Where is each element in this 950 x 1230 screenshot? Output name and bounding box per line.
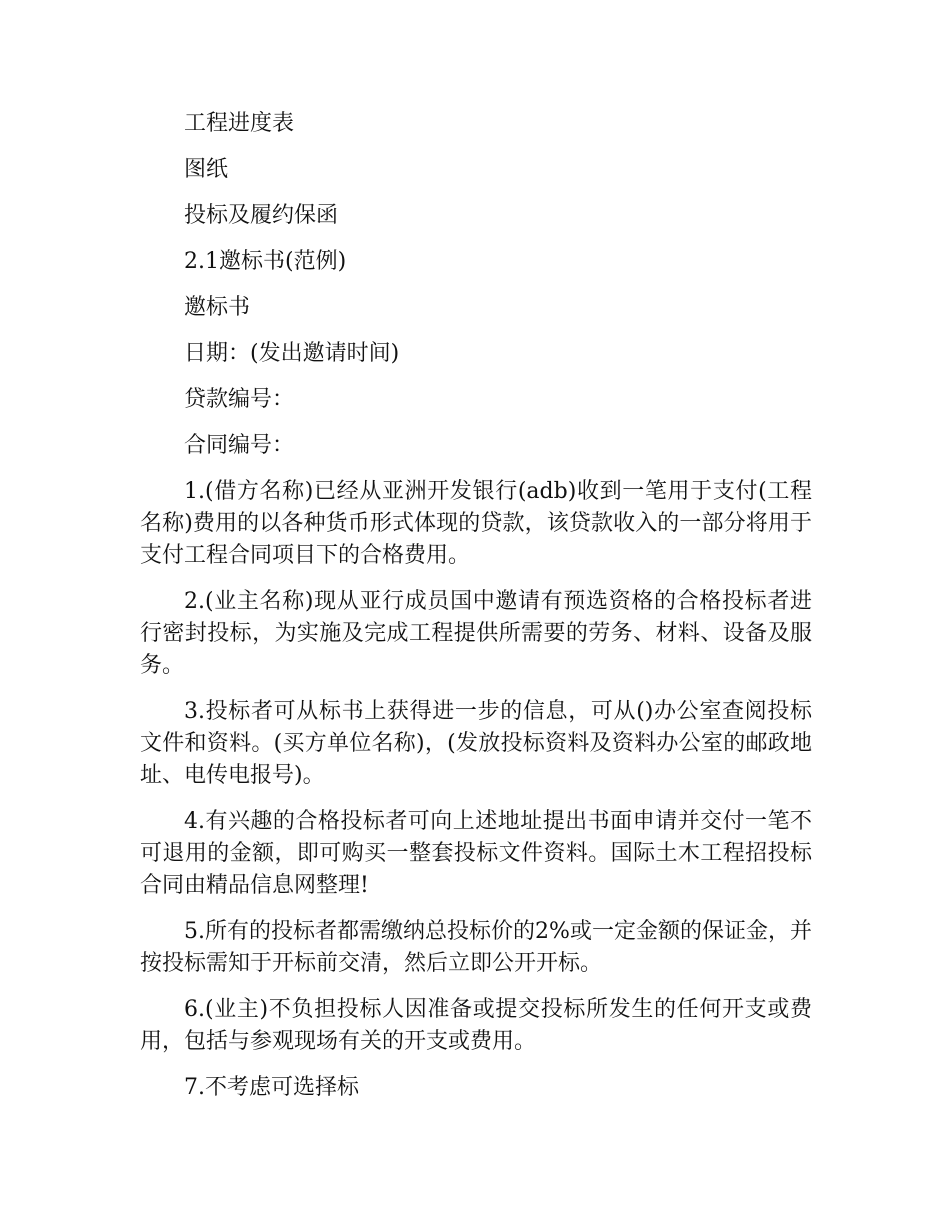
line-bonds: 投标及履约保函 <box>184 203 339 228</box>
paragraph-4: 4.有兴趣的合格投标者可向上述地址提出书面申请并交付一笔不可退用的金额，即可购买一整套投标文件资料。国际土木工程招投标合同由精品信息网整理! <box>140 809 812 898</box>
section-heading: 2.1邀标书(范例) <box>184 249 347 274</box>
date-line: 日期：(发出邀请时间) <box>184 341 400 366</box>
paragraph-1: 1.(借方名称)已经从亚洲开发银行(adb)收到一笔用于支付(工程名称)费用的以各种货币形式体现的贷款，该贷款收入的一部分将用于支付工程合同项目下的合格费用。 <box>140 479 812 568</box>
loan-number-line: 贷款编号： <box>184 387 295 412</box>
document-body <box>140 108 812 1118</box>
document-title: 邀标书 <box>184 295 251 320</box>
paragraph-6: 6.(业主)不负担投标人因准备或提交投标所发生的任何开支或费用，包括与参观现场有关的开支或费用。 <box>140 997 812 1054</box>
contract-number-line: 合同编号： <box>184 433 295 458</box>
paragraph-5: 5.所有的投标者都需缴纳总投标价的2%或一定金额的保证金，并按投标需知于开标前交清，然后立即公开开标。 <box>140 919 812 976</box>
paragraph-3: 3.投标者可从标书上获得进一步的信息，可从()办公室查阅投标文件和资料。(买方单位名称)，(发放投标资料及资料办公室的邮政地址、电传电报号)。 <box>140 699 812 788</box>
paragraph-2: 2.(业主名称)现从亚行成员国中邀请有预选资格的合格投标者进行密封投标，为实施及完成工程提供所需要的劳务、材料、设备及服务。 <box>140 589 812 678</box>
paragraph-7: 7.不考虑可选择标 <box>184 1075 359 1100</box>
line-schedule: 工程进度表 <box>184 111 295 136</box>
line-drawings: 图纸 <box>184 157 229 182</box>
